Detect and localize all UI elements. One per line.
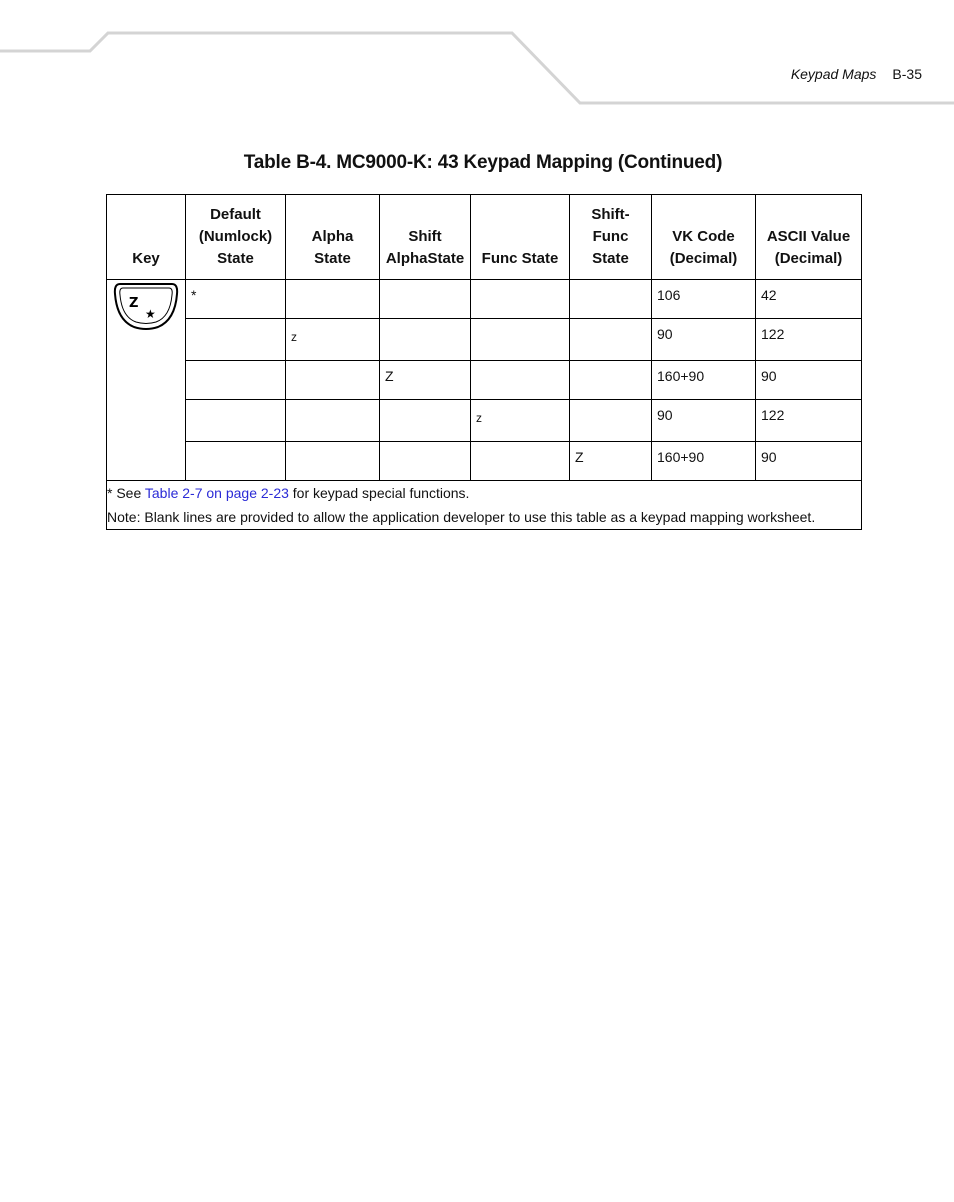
func-state-cell — [471, 442, 570, 481]
header-row — [107, 195, 862, 280]
alpha-state-cell — [286, 280, 380, 319]
table-row — [107, 400, 862, 442]
table-2-7-link[interactable]: Table 2-7 on page 2-23 — [144, 485, 289, 501]
alpha-state-cell — [286, 361, 380, 400]
column-header-line: Func State — [481, 250, 559, 267]
shift-func-state-cell — [570, 280, 652, 319]
shift-func-state-cell — [570, 361, 652, 400]
shift-alpha-state-cell — [380, 400, 471, 442]
ascii-value-cell: 90 — [756, 361, 862, 400]
func-state-cell: z — [471, 400, 570, 442]
column-header — [570, 195, 652, 280]
footnote-prefix: * See — [107, 485, 145, 501]
running-head-section: Keypad Maps — [790, 66, 877, 82]
column-header — [107, 195, 186, 280]
running-head — [700, 66, 922, 82]
column-header-line: Key — [132, 250, 160, 267]
shift-func-state-cell — [570, 400, 652, 442]
column-header-line: State — [592, 250, 629, 267]
func-state-cell — [471, 361, 570, 400]
column-header-line: (Decimal) — [774, 250, 843, 267]
default-state-cell — [186, 319, 286, 361]
column-header-line: (Decimal) — [669, 250, 738, 267]
key-cell — [107, 280, 186, 481]
column-header-line: State — [314, 250, 351, 267]
footnote-row — [107, 481, 862, 530]
keypad-z-star-key-icon — [112, 280, 180, 332]
func-state-cell — [471, 280, 570, 319]
column-header-line: Func — [592, 228, 629, 245]
default-state-cell — [186, 442, 286, 481]
shift-func-state-cell: Z — [570, 442, 652, 481]
table-row — [107, 361, 862, 400]
column-header — [652, 195, 756, 280]
footnote-suffix: for keypad special functions. — [288, 485, 470, 501]
alpha-state-cell: z — [286, 319, 380, 361]
column-header — [471, 195, 570, 280]
footnote-cell — [107, 481, 862, 530]
ascii-value-cell: 90 — [756, 442, 862, 481]
table-title: Table B-4. MC9000-K: 43 Keypad Mapping (Continued) — [243, 152, 723, 173]
table-row — [107, 442, 862, 481]
column-header-line: State — [217, 250, 254, 267]
table-row — [107, 319, 862, 361]
column-header-line: Default — [210, 206, 261, 223]
column-header — [186, 195, 286, 280]
shift-alpha-state-cell: Z — [380, 361, 471, 400]
shift-alpha-state-cell — [380, 280, 471, 319]
ascii-value-cell: 122 — [756, 319, 862, 361]
shift-alpha-state-cell — [380, 319, 471, 361]
alpha-state-cell — [286, 400, 380, 442]
column-header-line: Shift — [408, 228, 442, 245]
default-state-cell — [186, 400, 286, 442]
keypad-mapping-table — [106, 194, 862, 530]
column-header-line: (Numlock) — [198, 228, 273, 245]
ascii-value-cell: 42 — [756, 280, 862, 319]
footnote-line — [107, 481, 861, 505]
column-header-line: VK Code — [672, 228, 735, 245]
worksheet-note: Note: Blank lines are provided to allow the application developer to use this table as a keypad mapping worksheet. — [107, 509, 816, 525]
default-state-cell — [186, 361, 286, 400]
column-header — [380, 195, 471, 280]
table-row — [107, 280, 862, 319]
func-state-cell — [471, 319, 570, 361]
page-number: B-35 — [892, 66, 922, 82]
key-letter: Z — [129, 296, 139, 311]
shift-func-state-cell — [570, 319, 652, 361]
vk-code-cell: 160+90 — [652, 442, 756, 481]
key-symbol: ★ — [145, 307, 156, 321]
ascii-value-cell: 122 — [756, 400, 862, 442]
column-header-line: Alpha — [311, 228, 354, 245]
vk-code-cell: 90 — [652, 319, 756, 361]
column-header-line: AlphaState — [385, 250, 465, 267]
column-header-line: Shift- — [591, 206, 630, 223]
vk-code-cell: 90 — [652, 400, 756, 442]
shift-alpha-state-cell — [380, 442, 471, 481]
column-header — [286, 195, 380, 280]
alpha-state-cell — [286, 442, 380, 481]
vk-code-cell: 106 — [652, 280, 756, 319]
default-state-cell: * — [186, 280, 286, 319]
column-header — [756, 195, 862, 280]
page-header-decoration — [0, 0, 954, 110]
vk-code-cell: 160+90 — [652, 361, 756, 400]
column-header-line: ASCII Value — [766, 228, 851, 245]
